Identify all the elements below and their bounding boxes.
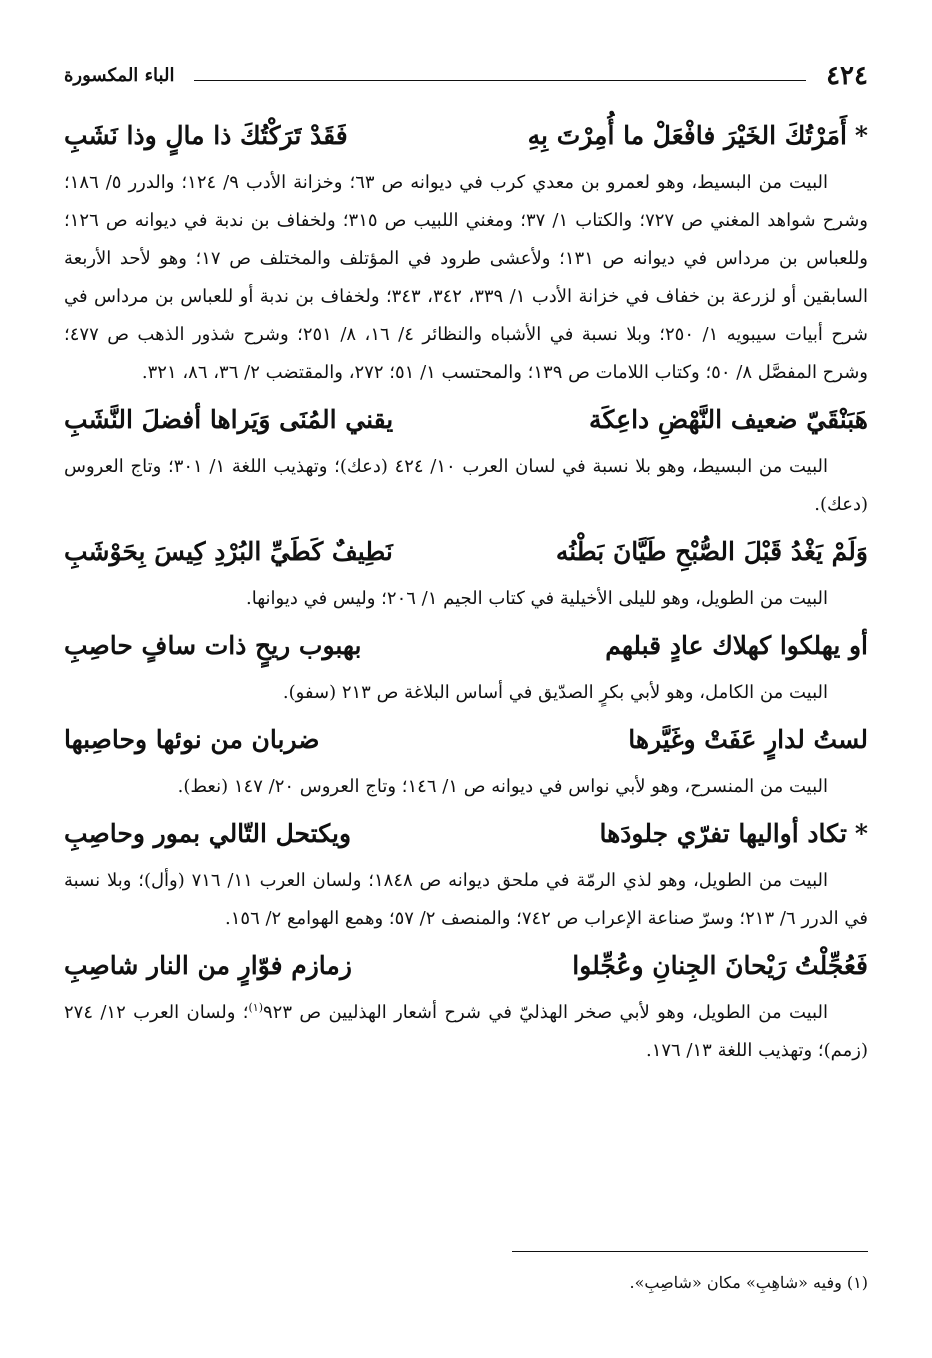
verse-line <box>64 524 868 580</box>
verse-commentary: البيت من البسيط، وهو بلا نسبة في لسان العرب ١٠/ ٤٢٤ (دعك)؛ وتهذيب اللغة ١/ ٣٠١؛ وتاج العروس (دعك). <box>64 456 868 515</box>
verse-line <box>64 108 868 164</box>
verse-line <box>64 806 868 862</box>
verse-first-hemistich <box>599 806 868 862</box>
verse-commentary <box>64 994 868 1070</box>
verse-second-hemistich: ضربان من نوئها وحاصِبها <box>64 725 320 754</box>
verse-line <box>64 712 868 768</box>
section-title: الباء المكسورة <box>64 65 175 86</box>
verse-first-hemistich: أو يهلكوا كهلاك عادٍ قبلهم <box>605 631 868 660</box>
verse-second-hemistich: بهبوب ريحٍ ذات سافٍ حاصِبِ <box>64 631 362 660</box>
verse-commentary: البيت من الطويل، وهو لذي الرمّة في ملحق ديوانه ص ١٨٤٨؛ ولسان العرب ١١/ ٧١٦ (وأل)؛ وبلا نسبة في الدرر ٦/ ٢١٣؛ وسرّ صناعة الإعراب ص ٧٤٢؛ والمنصف ٢/ ٥٧؛ وهمع الهوامع ٢/ ١٥٦. <box>64 870 868 929</box>
star-marker: * <box>854 819 868 848</box>
verse-first-hemistich: فَعُجِّلْتُ رَيْحانَ الجِنانِ وعُجِّلوا <box>572 951 868 980</box>
verse-commentary: البيت من الطويل، وهو لليلى الأخيلية في كتاب الجيم ١/ ٢٠٦؛ وليس في ديوانها. <box>246 588 828 609</box>
commentary-text: البيت من الطويل، وهو لأبي صخر الهذليّ في شرح أشعار الهذليين ص ٩٢٣ <box>263 1002 828 1023</box>
verse-line <box>64 938 868 994</box>
header-rule <box>194 80 806 81</box>
verse-commentary: البيت من البسيط، وهو لعمرو بن معدي كرب في ديوانه ص ٦٣؛ وخزانة الأدب ٩/ ١٢٤؛ والدرر ٥/ ١٨٦؛ وشرح شواهد المغني ص ٧٢٧؛ والكتاب ١/ ٣٧؛ ومغني اللبيب ص ٣١٥؛ ولخفاف بن ندبة في ديوانه ص ١٢٦؛ وللعباس بن مرداس في ديوانه ص ١٣١؛ ولأعشى طرود في المؤتلف والمختلف ص ١٧؛ وهو لأحد الأربعة السابقين أو لزرعة بن خفاف في خزانة الأدب ١/ ٣٣٩، ٣٤٢، ٣٤٣؛ ولخفاف بن ندبة أو للعباس بن مرداس في شرح أبيات سيبويه ١/ ٢٥٠؛ وبلا نسبة في الأشباه والنظائر ٤/ ١٦، ٨/ ٢٥١؛ وشرح شذور الذهب ص ٤٧٧؛ وشرح المفصَّل ٨/ ٥٠؛ وكتاب اللامات ص ١٣٩؛ والمحتسب ١/ ٥١؛ ٢٧٢، والمقتضب ٢/ ٣٦، ٨٦، ٣٢١. <box>64 172 869 383</box>
verse-second-hemistich: فَقَدْ تَرَكْتُكَ ذا مالٍ وذا نَشَبِ <box>64 121 348 150</box>
verse-commentary: البيت من المنسرح، وهو لأبي نواس في ديوانه ص ١/ ١٤٦؛ وتاج العروس ٢٠/ ١٤٧ (نعط). <box>177 776 828 797</box>
verse-line <box>64 392 868 448</box>
verse-first-hemistich <box>528 108 868 164</box>
verse-commentary: البيت من الكامل، وهو لأبي بكرٍ الصدّيق في أساس البلاغة ص ٢١٣ (سفو). <box>282 682 828 703</box>
verse-second-hemistich: نَطِيفٌ كَطَيِّ البُرْدِ كِيسَ بِحَوْشَبِ <box>64 537 393 566</box>
verse-line <box>64 618 868 674</box>
verse-second-hemistich: يقني المُنَى وَيَراها أفضلَ النَّشَبِ <box>64 405 394 434</box>
footnote: (١) وفيه «شاهِبِ» مكان «شاصِبِ». <box>629 1273 868 1292</box>
verse-second-hemistich: ويكتحل التّالي بمور وحاصِبِ <box>64 819 352 848</box>
verse-first-hemistich: وَلَمْ يَغْدُ قَبْلَ الصُّبْحِ طَيَّانَ بَطْنُه <box>555 537 868 566</box>
verse-first-text: أَمَرْتُكَ الخَيْرَ فافْعَلْ ما أُمِرْتَ بِهِ <box>527 121 847 150</box>
star-marker: * <box>854 121 868 150</box>
page-content <box>64 108 868 1070</box>
page-number: ٤٢٤ <box>826 61 868 91</box>
footnote-rule <box>512 1251 868 1252</box>
verse-first-hemistich: لستُ لدارٍ عَفَتْ وغَيَّرها <box>628 725 868 754</box>
running-head <box>64 58 868 94</box>
verse-first-hemistich: هَبَنْقَيّ ضعيف النَّهْضِ داعِكَة <box>588 405 868 434</box>
footnote-reference[interactable]: (١) <box>248 1001 263 1014</box>
verse-first-text: تكاد أواليها تفرّي جلودَها <box>599 819 847 848</box>
commentary-text: ؛ ولسان العرب ١٢/ ٢٧٤ (زمم)؛ وتهذيب اللغة ١٣/ ١٧٦. <box>64 1002 868 1061</box>
verse-second-hemistich: زمازم فوّارٍ من النار شاصِبِ <box>64 951 352 980</box>
